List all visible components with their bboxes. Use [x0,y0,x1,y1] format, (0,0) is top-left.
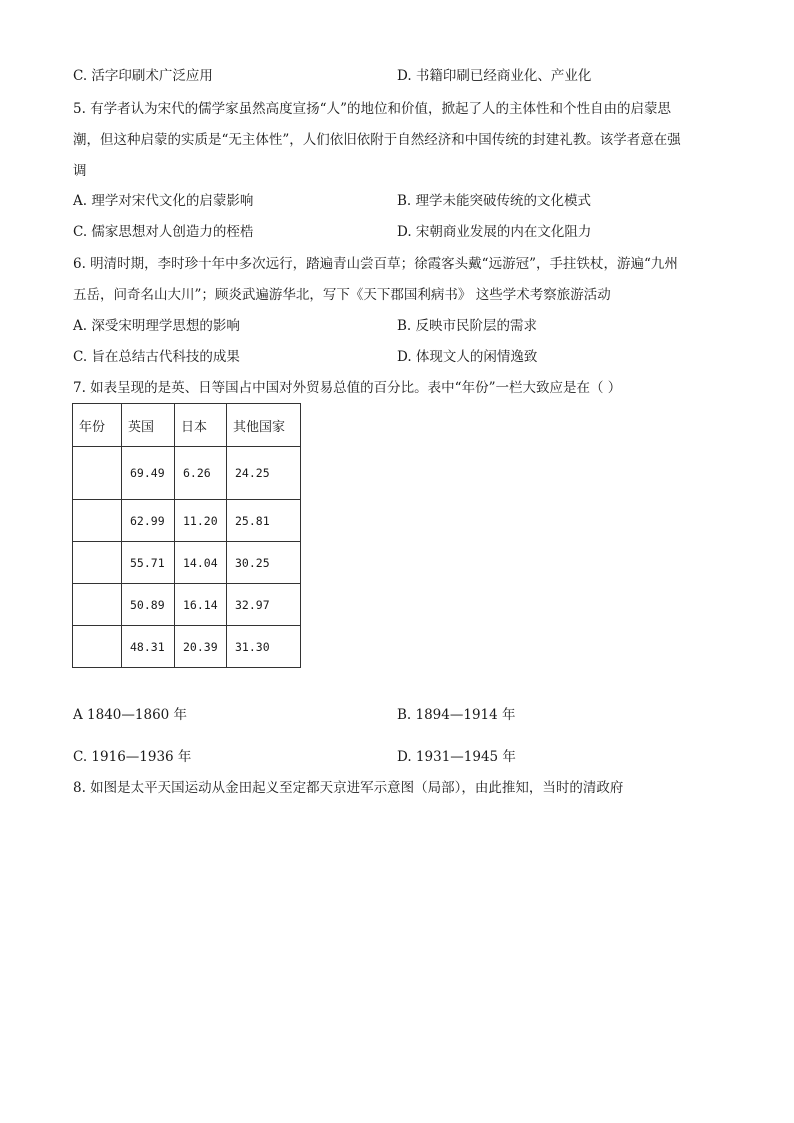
table-cell: 31.30 [227,626,301,668]
q7-option-a: A 1840—1860 年 [73,707,188,723]
table-cell: 24.25 [227,447,301,500]
table-row [73,584,301,626]
q4-option-c: C. 活字印刷术广泛应用 [73,68,213,84]
q7-stem: 7. 如表呈现的是英、日等国占中国对外贸易总值的百分比。表中“年份”一栏大致应是在（ ） [73,380,622,396]
table-cell [73,584,122,626]
table-cell: 25.81 [227,500,301,542]
q4-option-d: D. 书籍印刷已经商业化、产业化 [397,68,592,84]
q5-option-a: A. 理学对宋代文化的启蒙影响 [73,193,254,209]
q8-stem: 8. 如图是太平天国运动从金田起义至定都天京进军示意图（局部），由此推知，当时的清政府 [73,780,624,796]
table-header-row [73,404,301,447]
table-cell: 30.25 [227,542,301,584]
table-cell [73,542,122,584]
q6-stem-line-1: 6. 明清时期，李时珍十年中多次远行，踏遍青山尝百草；徐霞客头戴“远游冠”，手拄铁杖，游遍“九州 [73,256,678,272]
table-row [73,626,301,668]
table-cell [73,500,122,542]
q6-option-a: A. 深受宋明理学思想的影响 [73,318,240,334]
q5-option-d: D. 宋朝商业发展的内在文化阻力 [397,224,592,240]
table-cell: 14.04 [175,542,227,584]
table-header-cell: 英国 [122,404,175,447]
table-cell: 6.26 [175,447,227,500]
table-header-cell: 其他国家 [227,404,301,447]
table-cell: 69.49 [122,447,175,500]
q5-option-c: C. 儒家思想对人创造力的桎梏 [73,224,254,240]
table-header-cell: 日本 [175,404,227,447]
table-cell: 50.89 [122,584,175,626]
table-cell: 62.99 [122,500,175,542]
table-cell: 20.39 [175,626,227,668]
table-cell [73,447,122,500]
table-cell: 11.20 [175,500,227,542]
table-row [73,447,301,500]
q7-option-d: D. 1931—1945 年 [397,749,516,765]
q6-stem-line-2: 五岳，问奇名山大川”；顾炎武遍游华北，写下《天下郡国利病书》 这些学术考察旅游活动 [73,287,611,303]
table-cell: 16.14 [175,584,227,626]
q7-option-c: C. 1916—1936 年 [73,749,192,765]
table-row [73,542,301,584]
table-cell: 48.31 [122,626,175,668]
table-header-cell: 年份 [73,404,122,447]
q5-option-b: B. 理学未能突破传统的文化模式 [397,193,592,209]
q6-option-d: D. 体现文人的闲情逸致 [397,349,538,365]
q6-option-c: C. 旨在总结古代科技的成果 [73,349,240,365]
table-cell [73,626,122,668]
q6-option-b: B. 反映市民阶层的需求 [397,318,538,334]
q5-stem-line-3: 调 [73,163,87,179]
q7-option-b: B. 1894—1914 年 [397,707,516,723]
q5-stem-line-1: 5. 有学者认为宋代的儒学家虽然高度宣扬“人”的地位和价值，掀起了人的主体性和个性自由的启蒙思 [73,101,671,117]
trade-percentage-table [72,403,301,668]
table-cell: 55.71 [122,542,175,584]
q5-stem-line-2: 潮，但这种启蒙的实质是“无主体性”，人们依旧依附于自然经济和中国传统的封建礼教。该学者意在强 [73,132,681,148]
table-row [73,500,301,542]
table-cell: 32.97 [227,584,301,626]
